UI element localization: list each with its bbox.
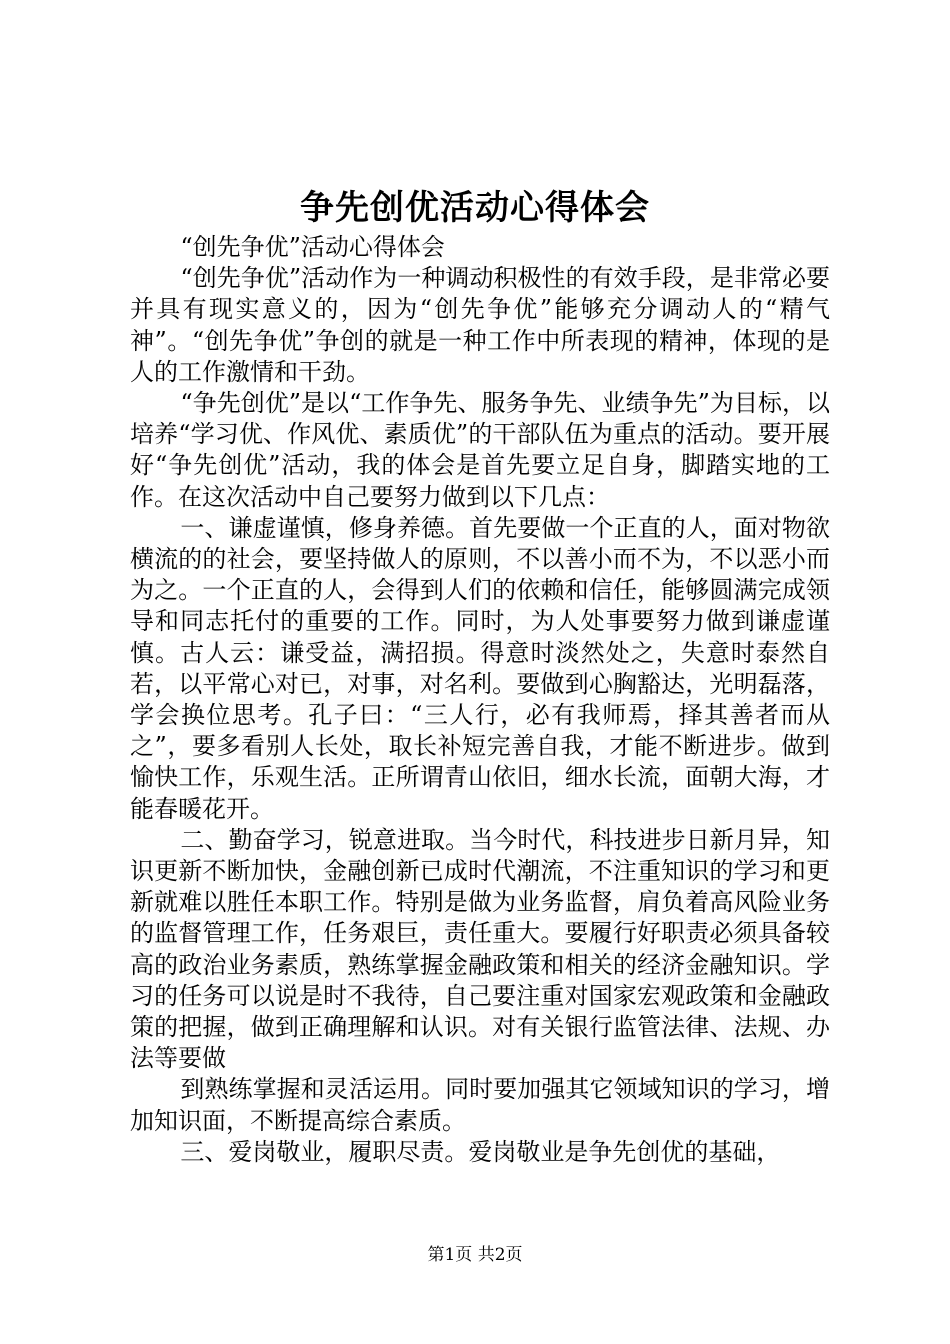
page-footer: 第1页 共2页 xyxy=(427,1245,523,1265)
paragraph-goal: “争先创优”是以“工作争先、服务争先、业绩争先”为目标，以培养“学习优、作风优、素质优”的干部队伍为重点的活动。要开展好“争先创优”活动，我的体会是首先要立足自身，脚踏实地的工作。在这次活动中自己要努力做到以下几点： xyxy=(130,389,830,511)
paragraph-point-three: 三、爱岗敬业，履职尽责。爱岗敬业是争先创优的基础， xyxy=(180,1137,781,1166)
document-title: 争先创优活动心得体会 xyxy=(300,188,650,228)
paragraph-point-two-continued: 到熟练掌握和灵活运用。同时要加强其它领域知识的学习，增加知识面，不断提高综合素质。 xyxy=(130,1075,830,1135)
document-body xyxy=(130,232,830,1168)
paragraph-point-two: 二、勤奋学习，锐意进取。当今时代，科技进步日新月异，知识更新不断加快，金融创新已成时代潮流，不注重知识的学习和更新就难以胜任本职工作。特别是做为业务监督，肩负着高风险业务的监督管理工作，任务艰巨，责任重大。要履行好职责必须具备较高的政治业务素质，熟练掌握金融政策和相关的经济金融知识。学习的任务可以说是时不我待，自己要注重对国家宏观政策和金融政策的把握，做到正确理解和认识。对有关银行监管法律、法规、办法等要做 xyxy=(130,825,830,1073)
paragraph-subtitle: “创先争优”活动心得体会 xyxy=(180,233,445,261)
paragraph-intro: “创先争优”活动作为一种调动积极性的有效手段，是非常必要并具有现实意义的，因为“创先争优”能够充分调动人的“精气神”。“创先争优”争创的就是一种工作中所表现的精神，体现的是人的工作激情和干劲。 xyxy=(130,264,830,386)
paragraph-point-one: 一、谦虚谨慎，修身养德。首先要做一个正直的人，面对物欲横流的的社会，要坚持做人的原则，不以善小而不为，不以恶小而为之。一个正直的人，会得到人们的依赖和信任，能够圆满完成领导和同志托付的重要的工作。同时，为人处事要努力做到谦虚谨慎。古人云：谦受益，满招损。得意时淡然处之，失意时泰然自若，以平常心对已，对事，对名利。要做到心胸豁达，光明磊落，学会换位思考。孔子曰：“三人行，必有我师焉，择其善者而从之”，要多看别人长处，取长补短完善自我，才能不断进步。做到愉快工作，乐观生活。正所谓青山依旧，细水长流，面朝大海，才能春暖花开。 xyxy=(130,513,830,823)
